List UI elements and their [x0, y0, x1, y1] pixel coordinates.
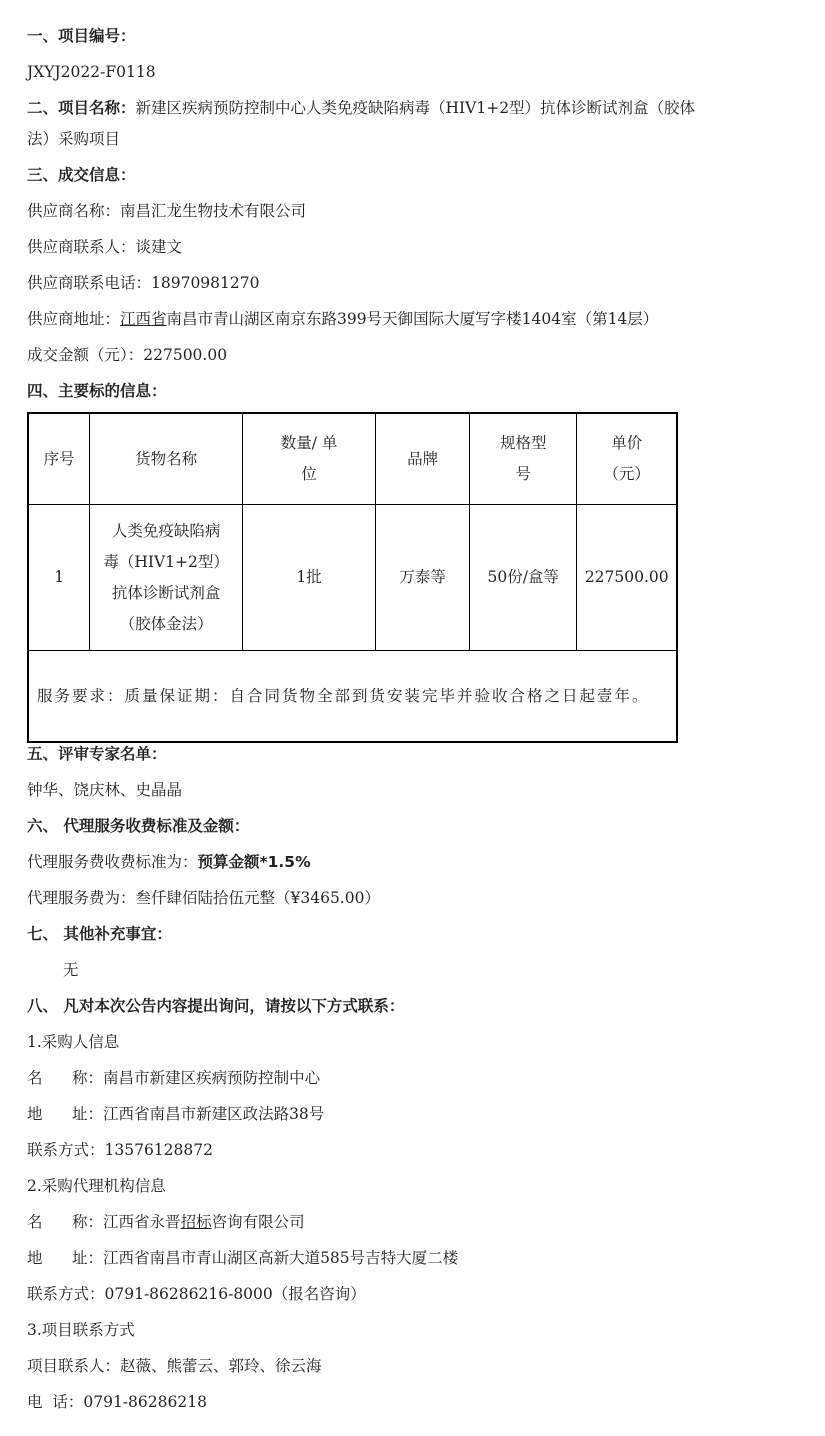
- header-qty-unit: [242, 413, 375, 505]
- main-items-table: [27, 412, 678, 743]
- section-4-title: 四、主要标的信息：: [27, 382, 167, 400]
- goods-name-l3: 抗体诊断试剂盒: [111, 583, 221, 602]
- goods-name-l4: （胶体金法）: [119, 614, 213, 633]
- goods-name-l2: 毒（HIV1+2型）: [103, 552, 229, 571]
- supplier-address-province: 江西省: [120, 310, 167, 328]
- project-phone: 电 话：0791-86286218: [27, 1393, 207, 1411]
- cell-no: 1: [28, 505, 90, 651]
- cell-goods-name: [90, 505, 243, 651]
- project-contact-title: 3.项目联系方式: [27, 1321, 135, 1339]
- header-qty-unit-l2: 位: [301, 465, 317, 483]
- supplier-address-label: 供应商地址：: [27, 310, 121, 328]
- table-row: [28, 505, 677, 651]
- purchaser-phone: 联系方式：13576128872: [27, 1141, 213, 1159]
- header-brand: 品牌: [376, 413, 470, 505]
- agency-info-title: 2.采购代理机构信息: [27, 1177, 166, 1195]
- section-5-title: 五、评审专家名单：: [27, 745, 167, 763]
- cell-brand: 万泰等: [376, 505, 470, 651]
- section-1-title: 一、项目编号：: [27, 27, 136, 45]
- header-qty-unit-l1: 数量/ 单: [280, 434, 338, 452]
- agency-fee-standard: [27, 851, 311, 873]
- section-2-title: 二、项目名称：: [27, 99, 136, 117]
- header-no: 序号: [28, 413, 90, 505]
- section-8-title: 八、 凡对本次公告内容提出询问，请按以下方式联系：: [27, 997, 405, 1015]
- agency-name: [27, 1211, 305, 1233]
- agency-fee-standard-value: 预算金额*1.5%: [197, 853, 311, 871]
- supplier-contact: 供应商联系人：谈建文: [27, 238, 183, 256]
- section-7-title: 七、 其他补充事宜：: [27, 925, 172, 943]
- other-matters: 无: [63, 961, 79, 979]
- agency-name-underlined: 招标: [180, 1213, 212, 1231]
- header-spec: [469, 413, 577, 505]
- section-6-title: 六、 代理服务收费标准及金额：: [27, 817, 250, 835]
- cell-qty: 1批: [242, 505, 375, 651]
- agency-phone: 联系方式：0791-86286216-8000（报名咨询）: [27, 1285, 366, 1303]
- header-price-l1: 单价: [611, 434, 643, 452]
- service-requirement: 服务要求：质量保证期：自合同货物全部到货安装完毕并验收合格之日起壹年。: [28, 651, 677, 743]
- project-contacts: 项目联系人：赵薇、熊蕾云、郭玲、徐云海: [27, 1357, 322, 1375]
- agency-fee-standard-label: 代理服务费收费标准为：: [27, 853, 198, 871]
- supplier-address-rest: 南昌市青山湖区南京东路399号天御国际大厦写字楼1404室（第14层）: [166, 310, 659, 328]
- purchaser-name: 名 称：南昌市新建区疾病预防控制中心: [27, 1069, 321, 1087]
- header-goods-name: 货物名称: [90, 413, 243, 505]
- header-price: [577, 413, 677, 505]
- table-service-row: [28, 651, 677, 743]
- table-header-row: [28, 413, 677, 505]
- agency-fee: 代理服务费为：叁仟肆佰陆拾伍元整（¥3465.00）: [27, 889, 380, 907]
- purchaser-info-title: 1.采购人信息: [27, 1033, 120, 1051]
- expert-list: 钟华、饶庆林、史晶晶: [27, 781, 183, 799]
- section-2: [27, 97, 695, 119]
- supplier-name: 供应商名称：南昌汇龙生物技术有限公司: [27, 202, 307, 220]
- project-name-line1: 新建区疾病预防控制中心人类免疫缺陷病毒（HIV1+2型）抗体诊断试剂盒（胶体: [135, 99, 696, 117]
- agency-name-suffix: 咨询有限公司: [211, 1213, 305, 1231]
- section-3-title: 三、成交信息：: [27, 166, 136, 184]
- project-number: JXYJ2022-F0118: [27, 63, 156, 81]
- purchaser-address: 地 址：江西省南昌市新建区政法路38号: [27, 1105, 325, 1123]
- header-spec-l1: 规格型: [499, 434, 547, 452]
- cell-price: 227500.00: [577, 505, 677, 651]
- header-spec-l2: 号: [515, 465, 531, 483]
- supplier-phone: 供应商联系电话：18970981270: [27, 274, 260, 292]
- project-name-line2: 法）采购项目: [27, 130, 121, 148]
- agency-address: 地 址：江西省南昌市青山湖区高新大道585号吉特大厦二楼: [27, 1249, 459, 1267]
- agency-name-prefix: 名 称：江西省永晋: [27, 1213, 181, 1231]
- goods-name-l1: 人类免疫缺陷病: [111, 521, 221, 540]
- header-price-l2: （元）: [603, 465, 650, 483]
- supplier-address: [27, 308, 658, 330]
- cell-spec: 50份/盒等: [469, 505, 577, 651]
- deal-amount: 成交金额（元）：227500.00: [27, 346, 228, 364]
